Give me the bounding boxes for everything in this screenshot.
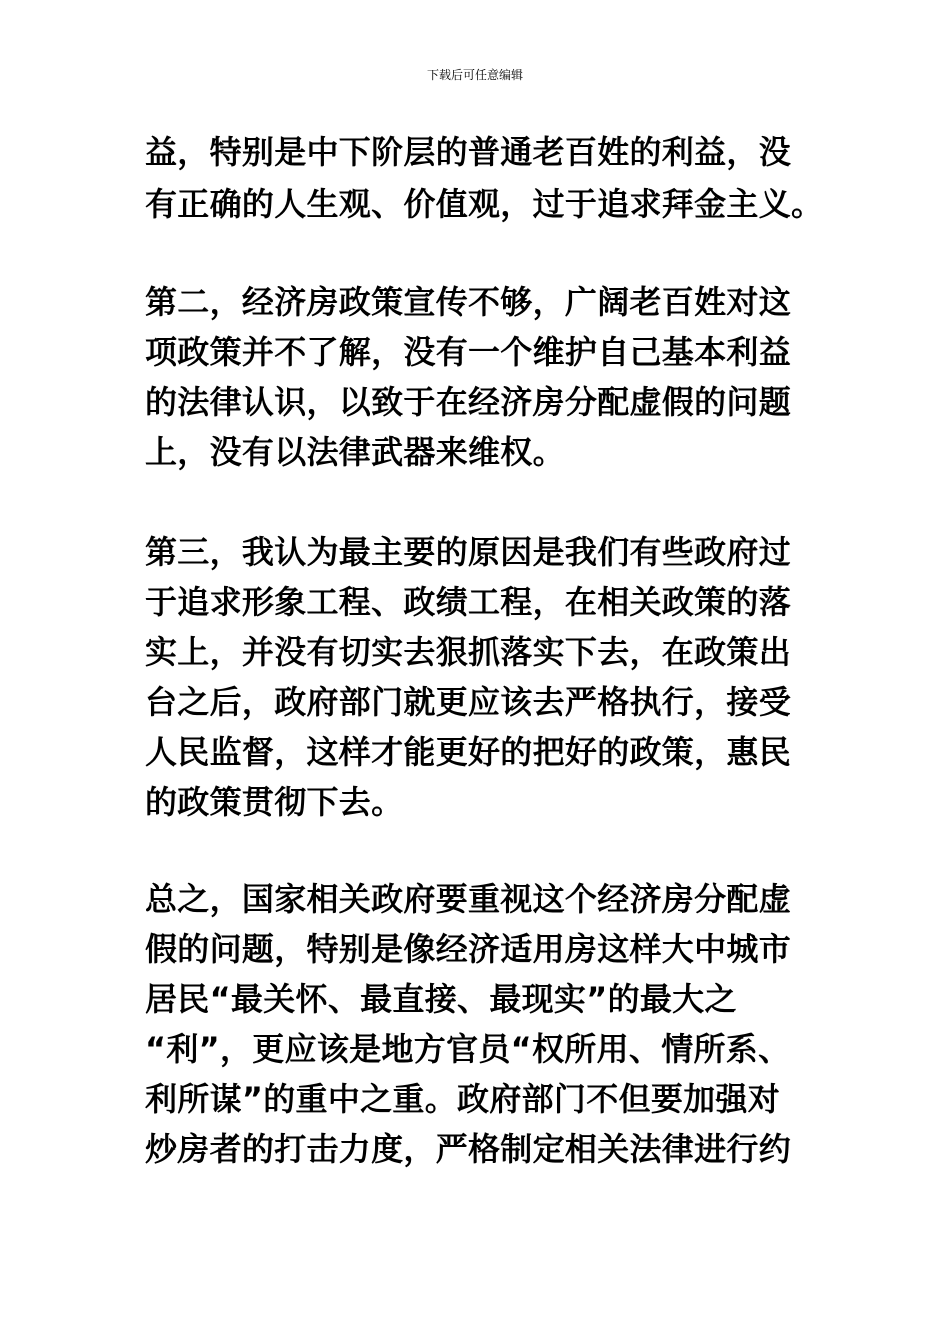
paragraph-4-line-6: 炒房者的打击力度，严格制定相关法律进行约	[145, 1130, 792, 1168]
paragraph-2-line-1: 第二，经济房政策宣传不够，广阔老百姓对这	[145, 283, 792, 321]
paragraph-4-line-5: 利所谋”的重中之重。政府部门不但要加强对	[145, 1080, 781, 1118]
paragraph-4-line-1: 总之，国家相关政府要重视这个经济房分配虚	[145, 880, 792, 918]
paragraph-1-line-1: 益，特别是中下阶层的普通老百姓的利益，没	[145, 133, 792, 171]
paragraph-4-line-3: 居民“最关怀、最直接、最现实”的最大之	[145, 980, 737, 1018]
paragraph-3-line-1: 第三，我认为最主要的原因是我们有些政府过	[145, 533, 792, 571]
paragraph-4-line-4: “利”，更应该是地方官员“权所用、情所系、	[145, 1030, 791, 1068]
paragraph-2-line-2: 项政策并不了解，没有一个维护自己基本利益	[145, 333, 792, 371]
page-header: 下载后可任意编辑	[426, 68, 523, 82]
paragraph-2-line-4: 上，没有以法律武器来维权。	[145, 433, 565, 471]
paragraph-3-line-3: 实上，并没有切实去狠抓落实下去，在政策出	[145, 633, 792, 671]
paragraph-3-line-6: 的政策贯彻下去。	[145, 783, 404, 821]
paragraph-2-line-3: 的法律认识，以致于在经济房分配虚假的问题	[145, 383, 792, 421]
paragraph-4-line-2: 假的问题，特别是像经济适用房这样大中城市	[145, 930, 792, 968]
paragraph-3-line-4: 台之后，政府部门就更应该去严格执行，接受	[145, 683, 792, 721]
paragraph-1-line-2: 有正确的人生观、价值观，过于追求拜金主义。	[145, 185, 824, 223]
paragraph-3-line-2: 于追求形象工程、政绩工程，在相关政策的落	[145, 583, 792, 621]
paragraph-3-line-5: 人民监督，这样才能更好的把好的政策，惠民	[145, 733, 792, 771]
